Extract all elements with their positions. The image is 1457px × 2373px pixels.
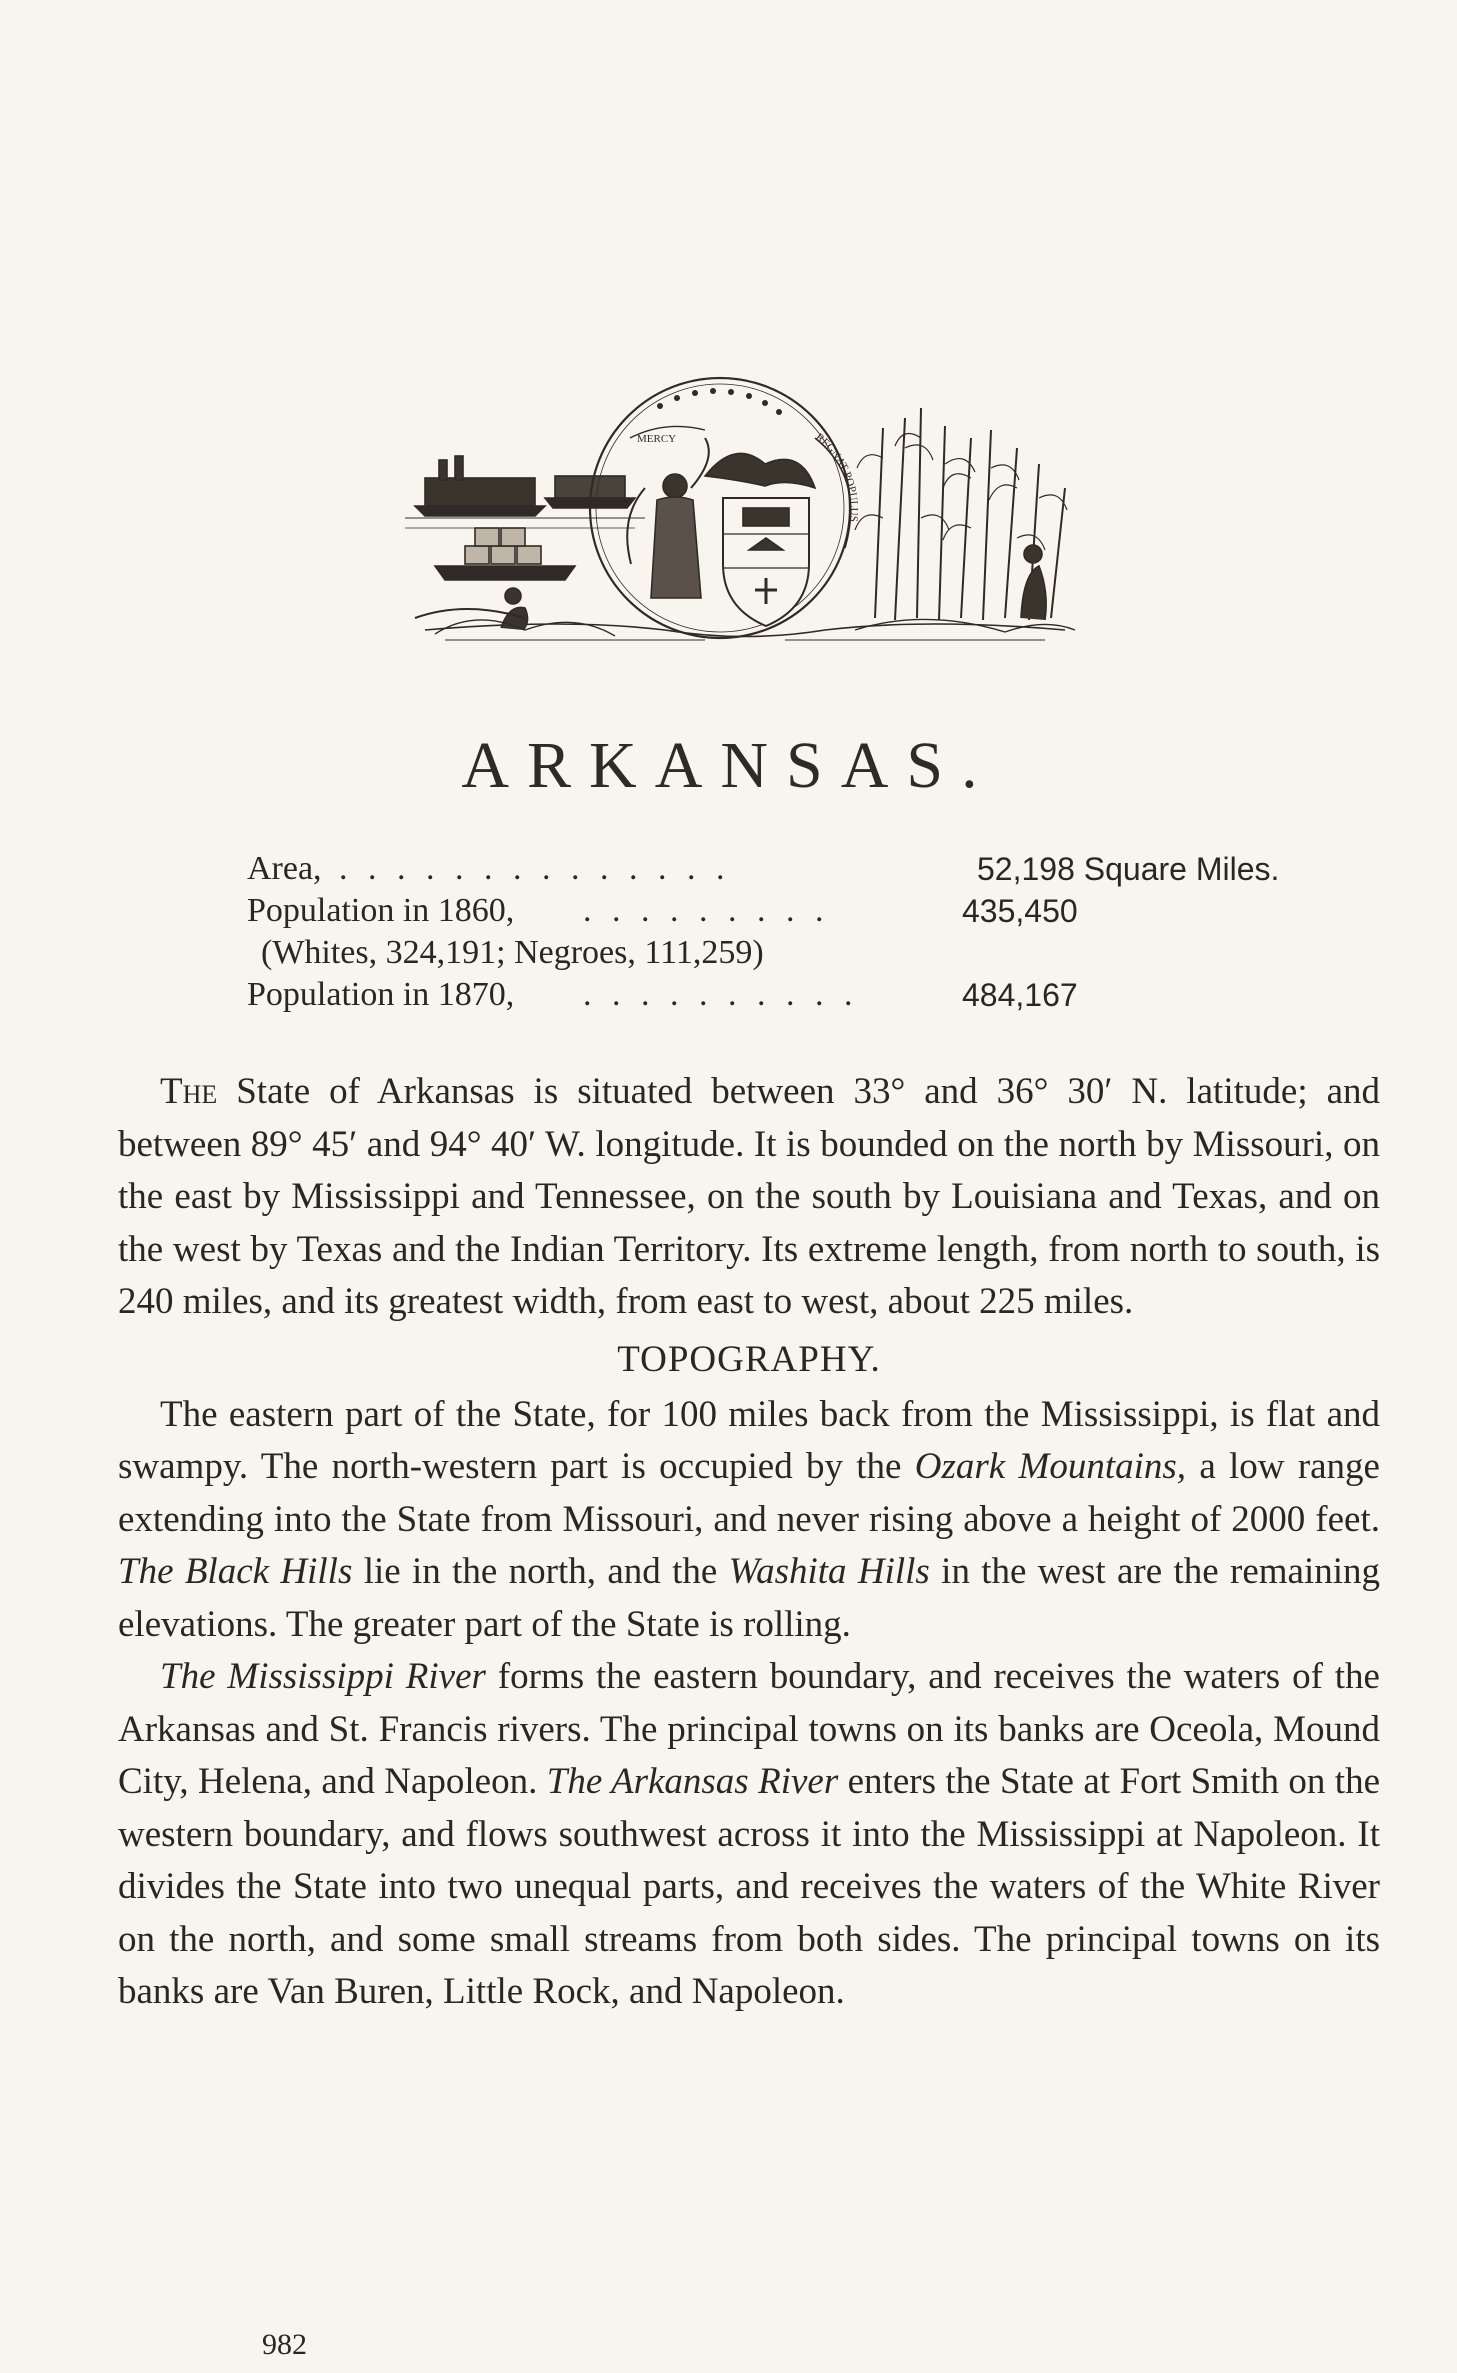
stat-label: Population in 1870, — [247, 976, 515, 1013]
topography-paragraph-2 — [118, 1651, 1380, 2019]
body-text — [118, 1066, 1380, 2019]
stat-note: (Whites, 324,191; Negroes, 111,259) — [261, 934, 764, 971]
stat-value: 435,450 — [962, 893, 1078, 929]
stat-leader-dots: . . . . . . . . . . . . . . — [339, 850, 731, 887]
intro-text: State of Arkansas is situated between 33° and 36° 30′ N. latitude; and between 89° 45′ and 94° 40′ W. longitude. It is bounded on the north by Missouri, on the east by Mississippi and Tennessee, on the south by Louisiana and Texas, and on the west by Texas and the Indian Territory. Its extreme length, from north to south, is 240 miles, and its greatest width, from east to west, about 225 miles. — [118, 1071, 1380, 1322]
text-run: enters the State at Fort Smith on the western boundary, and flows southwest across it into the Mississippi at Napoleon. It divides the State into two unequal parts, and receives the waters of the White River on the north, and some small streams from both sides. The principal towns on its banks are Van Buren, Little Rock, and Napoleon. — [118, 1761, 1380, 2012]
place-name: The Mississippi River — [160, 1656, 486, 1697]
stat-row-population-breakdown — [247, 932, 1327, 974]
text-run: in the west are the remaining elevations. The greater part of the State is rolling. — [118, 1551, 1381, 1645]
svg-text:MERCY: MERCY — [637, 433, 677, 445]
page-title: ARKANSAS. — [461, 729, 996, 802]
stat-label: Area, — [247, 850, 322, 887]
stat-row-population-1870 — [247, 974, 1327, 1016]
stat-row-population-1860 — [247, 890, 1327, 932]
stat-value: 484,167 — [962, 977, 1078, 1013]
svg-text:REGNAT POPULUS: REGNAT POPULUS — [813, 431, 860, 523]
place-name: The Black Hills — [118, 1551, 353, 1592]
stat-label: Population in 1860, — [247, 892, 515, 929]
stat-row-area — [247, 848, 1327, 890]
page-number: 982 — [262, 2328, 307, 2361]
text-run: forms the eastern boundary, and receives the waters of the Arkansas and St. Francis rivers. The principal towns on its banks are Oceola, Mound City, Helena, and Napoleon. — [118, 1656, 1380, 1802]
statistics-table — [247, 848, 1327, 1016]
section-heading-topography: TOPOGRAPHY. — [617, 1338, 881, 1380]
intro-paragraph — [118, 1066, 1380, 1329]
place-name: The Arkansas River — [546, 1761, 839, 1802]
stat-leader-dots: . . . . . . . . . — [583, 892, 830, 929]
lead-word: The — [160, 1071, 218, 1112]
text-run: a low range extending into the State from Missouri, and never rising above a height of 2000 feet. — [118, 1446, 1380, 1540]
text-run: The eastern part of the State, for 100 miles back from the Mississippi, is flat and swampy. The north-western part is occupied by the — [118, 1393, 1380, 1487]
stat-value: 52,198 Square Miles. — [977, 851, 1280, 887]
place-name: Washita Hills — [728, 1551, 930, 1592]
stat-leader-dots: . . . . . . . . . . — [583, 976, 859, 1013]
topography-paragraph-1 — [118, 1389, 1380, 1652]
place-name: Ozark Mountains, — [914, 1446, 1187, 1487]
text-run: lie in the north, and the — [352, 1551, 729, 1592]
state-seal-vignette — [405, 368, 1087, 668]
